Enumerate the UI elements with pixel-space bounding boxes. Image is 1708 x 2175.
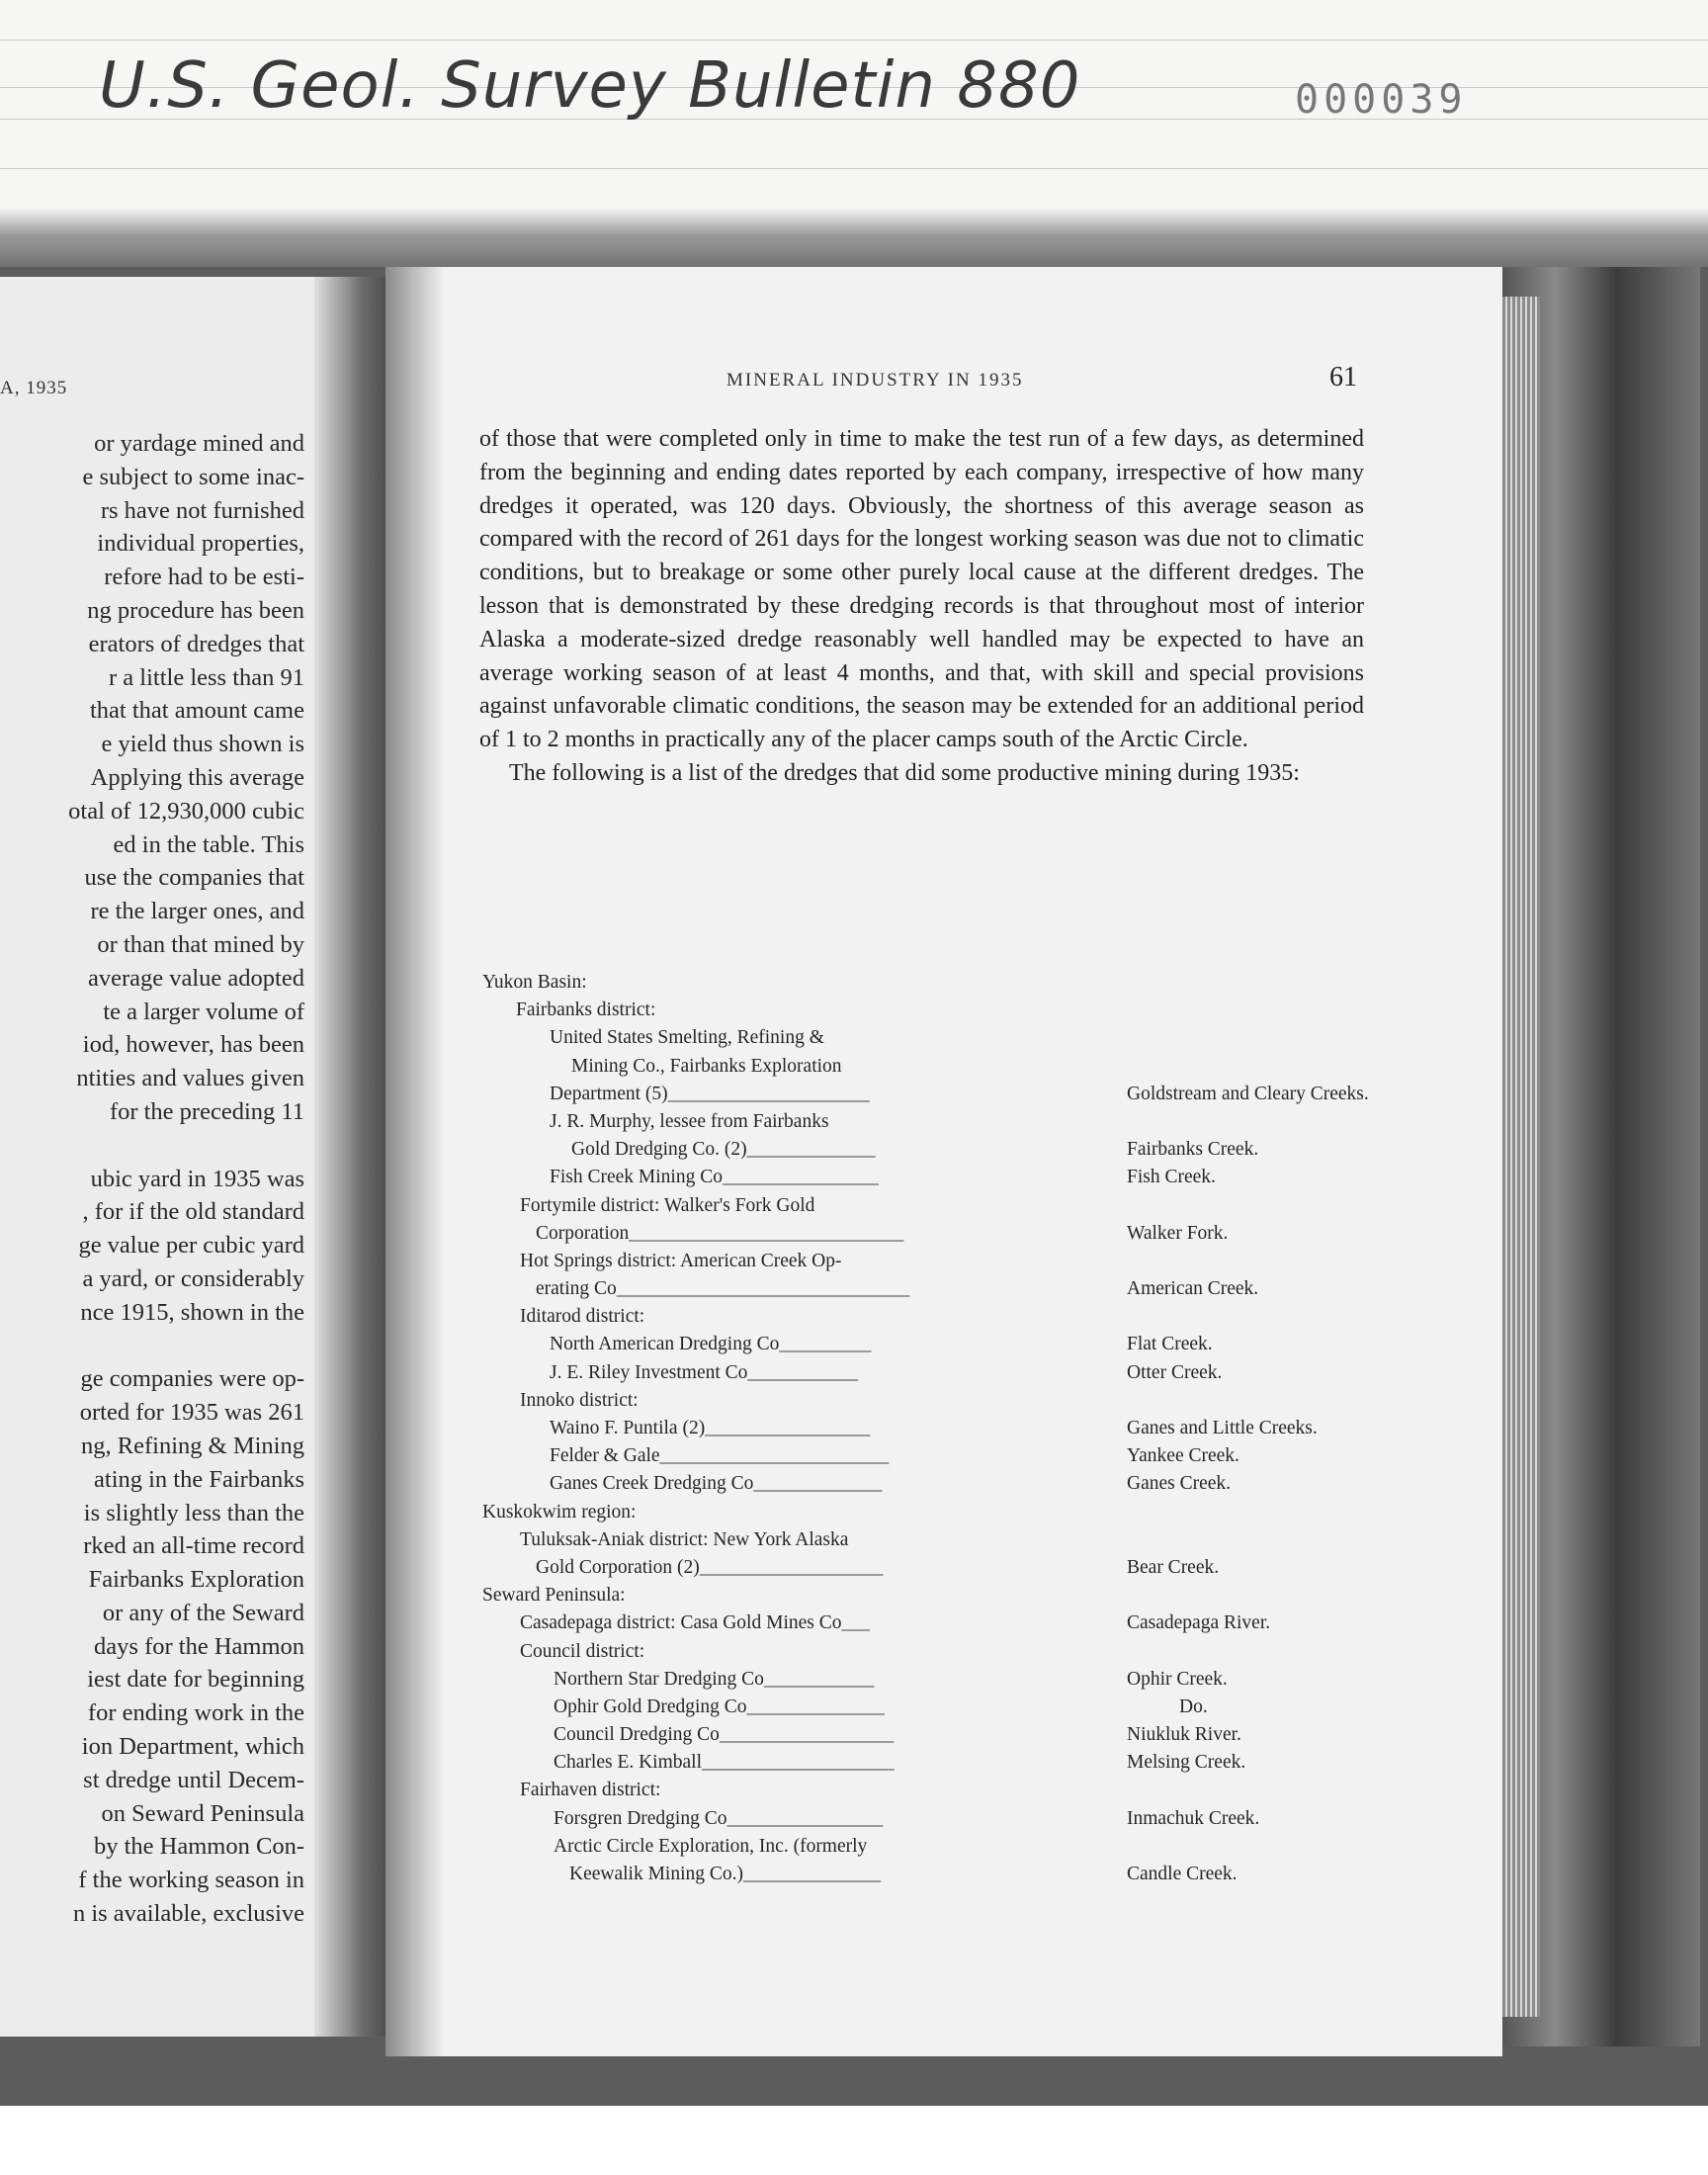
dredge-list-row: [482, 1666, 1372, 1694]
dredge-operator: [482, 1582, 626, 1610]
dredge-location: Melsing Creek.: [1127, 1752, 1246, 1774]
handwritten-title: U.S. Geol. Survey Bulletin 880: [99, 49, 1081, 123]
dredge-location: Do.: [1179, 1696, 1208, 1717]
left-page-line: r a little less than 91: [109, 663, 304, 691]
paragraph: of those that were completed only in time to make the test run of a few days, as determined from the beginning and ending dates reported by each company, irrespective of how many dredges it operated, was 120 days. Obviously, the shortness of this average season as compared with the record of 261 days for the longest working season was due not to climatic conditions, but to breakage or some other purely local cause at the different dredges. The lesson that is demonstrated by these dredging records is that throughout most of interior Alaska a moderate-sized dredge reasonably well handled may be expected to have an average working season of at least 4 months, and that, with skill and special provisions against unfavorable climatic conditions, the season may be extended for an additional period of 1 to 2 months in practically any of the placer camps south of the Arctic Circle.: [479, 426, 1364, 753]
dredge-operator: [520, 1192, 814, 1220]
leader-dots: ______________________________: [629, 1222, 903, 1244]
dredge-operator-text: North American Dredging Co: [550, 1334, 780, 1355]
left-page-line: or than that mined by: [97, 930, 304, 958]
dredge-operator-text: Northern Star Dredging Co: [554, 1668, 764, 1690]
ruled-line: [0, 168, 1708, 169]
dredge-operator-text: Keewalik Mining Co.): [569, 1864, 744, 1884]
dredge-operator: [569, 1861, 881, 1888]
stamp-number: 000039: [1295, 77, 1468, 123]
dredge-operator-text: Department (5): [550, 1083, 668, 1104]
dredge-operator-text: Arctic Circle Exploration, Inc. (formerly: [554, 1835, 868, 1857]
dredge-list-row: [482, 1024, 1372, 1052]
dredge-operator: [520, 1387, 639, 1415]
left-page-line: ating in the Fairbanks: [94, 1465, 304, 1493]
dredge-list-row: [482, 1470, 1372, 1498]
left-page-line: a yard, or considerably: [82, 1264, 304, 1292]
leader-dots: _________________: [722, 1167, 879, 1188]
dredge-operator-text: Seward Peninsula:: [482, 1585, 626, 1607]
dredge-operator-text: Mining Co., Fairbanks Exploration: [571, 1055, 842, 1077]
left-page-line: iest date for beginning: [87, 1666, 304, 1694]
dredge-location: Yankee Creek.: [1127, 1445, 1239, 1467]
dredge-list-row: [482, 1164, 1372, 1191]
dredge-operator: [520, 1303, 644, 1331]
left-page-line: rked an all-time record: [83, 1532, 304, 1560]
dredge-operator: [520, 1248, 841, 1275]
dredge-list-row: [482, 1861, 1372, 1888]
dredge-location: Ganes Creek.: [1127, 1473, 1232, 1495]
dredge-list-row: [482, 1275, 1372, 1303]
left-page-line: by the Hammon Con-: [94, 1833, 304, 1861]
leader-dots: ________________________________: [616, 1278, 909, 1300]
left-page-line: te a larger volume of: [103, 998, 304, 1025]
dredge-location: Inmachuk Creek.: [1127, 1807, 1260, 1829]
dredge-list-row: [482, 1248, 1372, 1275]
leader-dots: ______________: [746, 1139, 876, 1161]
dredge-operator-text: Fairhaven district:: [520, 1780, 661, 1801]
left-page-line: or any of the Seward: [102, 1599, 304, 1626]
left-page-line: is slightly less than the: [83, 1499, 304, 1526]
dredge-list-row: [482, 1805, 1372, 1833]
dredge-operator-text: Fairbanks district:: [516, 1000, 656, 1021]
leader-dots: __________________: [705, 1418, 870, 1438]
dredge-operator-text: Tuluksak-Aniak district: New York Alaska: [520, 1528, 849, 1550]
leader-dots: ______________: [753, 1473, 882, 1495]
left-page-line: [0, 1330, 304, 1363]
dredge-list-row: [482, 1777, 1372, 1804]
dredge-list-row: [482, 969, 1372, 997]
dredge-list-row: [482, 1610, 1372, 1637]
left-page-line: Fairbanks Exploration: [88, 1566, 304, 1594]
dredge-operator: [550, 1024, 824, 1052]
dredge-location: American Creek.: [1127, 1278, 1259, 1300]
dredge-operator: [554, 1833, 867, 1861]
left-page-line: ge value per cubic yard: [78, 1232, 304, 1260]
dredge-list-row: [482, 1499, 1372, 1526]
dredge-operator: [571, 1136, 875, 1164]
left-page-line: that that amount came: [89, 697, 304, 725]
dredge-operator-text: Yukon Basin:: [482, 972, 587, 993]
left-page-line: for the preceding 11: [109, 1097, 304, 1125]
dredge-operator-text: Iditarod district:: [520, 1306, 645, 1328]
dredge-location: Bear Creek.: [1127, 1556, 1220, 1578]
dredge-operator: [554, 1721, 894, 1749]
dredge-operator: [536, 1220, 903, 1248]
page-stack: [1500, 297, 1540, 2017]
page-number: 61: [1329, 362, 1357, 392]
dredge-operator-text: Hot Springs district: American Creek Op-: [520, 1250, 842, 1271]
dredge-operator-text: Casadepaga district: Casa Gold Mines Co: [520, 1612, 842, 1634]
dredge-operator-text: Fortymile district: Walker's Fork Gold: [520, 1194, 815, 1216]
left-page-line: days for the Hammon: [94, 1632, 304, 1660]
dredge-location: Ophir Creek.: [1127, 1668, 1228, 1690]
dredge-operator-text: J. E. Riley Investment Co: [550, 1361, 748, 1383]
dredge-operator: [520, 1638, 644, 1666]
left-page-line: otal of 12,930,000 cubic: [68, 797, 304, 825]
leader-dots: ____________________: [699, 1556, 883, 1578]
dredge-operator: [554, 1694, 884, 1721]
left-page-line: iod, however, has been: [82, 1031, 304, 1059]
left-page-text: [0, 427, 304, 1931]
dredge-operator-text: Charles E. Kimball: [554, 1752, 703, 1774]
left-page-line: e subject to some inac-: [82, 463, 304, 490]
dredge-operator-text: Fish Creek Mining Co: [550, 1167, 723, 1188]
bottom-margin: [0, 2106, 1708, 2175]
dredge-location: Walker Fork.: [1127, 1222, 1229, 1244]
dredge-list-row: [482, 1582, 1372, 1610]
dredge-operator-text: Kuskokwim region:: [482, 1501, 637, 1522]
ruled-line: [0, 40, 1708, 41]
left-page-line: st dredge until Decem-: [83, 1766, 304, 1793]
dredge-operator: [550, 1359, 857, 1387]
dredge-list-row: [482, 1442, 1372, 1470]
dredge-list-row: [482, 1136, 1372, 1164]
left-page-line: average value adopted: [87, 964, 304, 992]
dredge-operator-text: United States Smelting, Refining &: [550, 1027, 824, 1049]
dredge-operator-text: Ganes Creek Dredging Co: [550, 1473, 754, 1495]
dredge-operator-text: J. R. Murphy, lessee from Fairbanks: [550, 1110, 829, 1132]
dredge-list-row: [482, 1387, 1372, 1415]
dredge-operator: [550, 1470, 882, 1498]
dredge-operator-text: Felder & Gale: [550, 1445, 660, 1467]
dredge-operator: [550, 1081, 869, 1108]
left-page: [0, 277, 346, 2037]
left-page-line: ng, Refining & Mining: [81, 1432, 304, 1459]
dredge-list-row: [482, 1081, 1372, 1108]
dredge-operator-text: erating Co: [536, 1278, 617, 1300]
left-page-line: erators of dredges that: [88, 630, 304, 657]
left-page-line: Applying this average: [90, 763, 304, 791]
dredge-operator: [520, 1526, 848, 1554]
leader-dots: ___: [841, 1612, 870, 1634]
left-page-line: nce 1915, shown in the: [80, 1298, 304, 1326]
dredge-list-row: [482, 1415, 1372, 1442]
left-page-line: re the larger ones, and: [90, 898, 304, 925]
dredge-list-row: [482, 1721, 1372, 1749]
gutter-shadow: [385, 267, 445, 2056]
dredge-list-row: [482, 1331, 1372, 1358]
dredge-location: Fairbanks Creek.: [1127, 1139, 1259, 1161]
dredge-list-row: [482, 1638, 1372, 1666]
dredge-location: Otter Creek.: [1127, 1361, 1223, 1383]
dredge-list-row: [482, 1554, 1372, 1582]
dredge-operator: [482, 969, 587, 997]
right-page: [385, 267, 1502, 2056]
body-text: [479, 423, 1364, 791]
dredge-list-row: [482, 1833, 1372, 1861]
leader-dots: __________: [779, 1334, 871, 1355]
dredge-operator: [554, 1666, 874, 1694]
dredge-list-row: [482, 1694, 1372, 1721]
leader-dots: ___________________: [719, 1724, 894, 1746]
leader-dots: _______________: [746, 1696, 885, 1717]
dredge-operator-text: Gold Corporation (2): [536, 1556, 700, 1578]
left-page-line: for ending work in the: [87, 1699, 304, 1727]
dredge-list-row: [482, 1192, 1372, 1220]
dredge-location: Casadepaga River.: [1127, 1612, 1271, 1634]
running-head: MINERAL INDUSTRY IN 1935: [726, 370, 1024, 391]
dredge-operator: [571, 1053, 842, 1081]
leader-dots: _____________________: [702, 1752, 895, 1774]
left-page-line: e yield thus shown is: [101, 731, 304, 758]
dredge-operator: [554, 1805, 883, 1833]
dredge-operator-text: Corporation: [536, 1222, 630, 1244]
left-page-line: ion Department, which: [81, 1733, 304, 1761]
dredge-location: Fish Creek.: [1127, 1167, 1216, 1188]
dredge-operator-text: Council Dredging Co: [554, 1724, 720, 1746]
left-page-line: refore had to be esti-: [104, 564, 304, 591]
left-running-head: A, 1935: [0, 378, 68, 398]
dredge-operator-text: Forsgren Dredging Co: [554, 1807, 727, 1829]
left-page-line: [0, 1129, 304, 1163]
left-page-line: orted for 1935 was 261: [79, 1399, 304, 1427]
dredge-operator: [550, 1442, 889, 1470]
left-page-line: on Seward Peninsula: [101, 1799, 304, 1827]
left-page-line: n is available, exclusive: [72, 1900, 304, 1928]
dredge-list-row: [482, 1749, 1372, 1777]
dredge-location: Niukluk River.: [1127, 1724, 1241, 1746]
left-page-line: , for if the old standard: [82, 1198, 304, 1226]
left-page-line: ed in the table. This: [113, 830, 304, 858]
dredge-list-row: [482, 1359, 1372, 1387]
dredge-operator: [536, 1554, 883, 1582]
dredge-list-row: [482, 1108, 1372, 1136]
dredge-list-row: [482, 997, 1372, 1024]
dredge-list-row: [482, 1220, 1372, 1248]
dredge-operator-text: Council district:: [520, 1640, 645, 1662]
left-page-line: ge companies were op-: [80, 1365, 304, 1393]
leader-dots: ______________________: [667, 1083, 870, 1104]
dredge-operator: [550, 1164, 878, 1191]
left-page-line: ntities and values given: [76, 1065, 304, 1092]
dredge-operator: [520, 1777, 660, 1804]
dredge-operator: [536, 1275, 909, 1303]
dredge-operator: [550, 1415, 870, 1442]
dredge-list-row: [482, 1303, 1372, 1331]
leader-dots: _________________: [726, 1807, 883, 1829]
dredge-location: Ganes and Little Creeks.: [1127, 1418, 1318, 1438]
left-page-line: ng procedure has been: [87, 596, 304, 624]
dredge-operator: [520, 1610, 869, 1637]
leader-dots: _________________________: [659, 1445, 889, 1467]
dredge-location: Goldstream and Cleary Creeks.: [1127, 1083, 1369, 1104]
dredge-operator-text: Ophir Gold Dredging Co: [554, 1696, 747, 1717]
left-page-line: or yardage mined and: [94, 430, 304, 457]
paragraph: The following is a list of the dredges that did some productive mining during 1935:: [509, 759, 1300, 786]
left-page-line: ubic yard in 1935 was: [90, 1165, 304, 1192]
dredge-operator: [550, 1331, 871, 1358]
dredge-operator-text: Gold Dredging Co. (2): [571, 1139, 747, 1161]
dredge-operator-text: Waino F. Puntila (2): [550, 1418, 706, 1438]
leader-dots: ____________: [747, 1361, 858, 1383]
leader-dots: _______________: [743, 1864, 881, 1884]
dredge-list-row: [482, 1053, 1372, 1081]
dredge-location: Candle Creek.: [1127, 1864, 1238, 1884]
dredge-list-row: [482, 1526, 1372, 1554]
dredge-operator-text: Innoko district:: [520, 1389, 639, 1411]
dredge-location: Flat Creek.: [1127, 1334, 1213, 1355]
left-page-line: f the working season in: [78, 1867, 304, 1894]
dredge-operator: [516, 997, 655, 1024]
dredge-operator: [482, 1499, 636, 1526]
left-page-line: individual properties,: [97, 530, 304, 558]
dredge-list: [482, 969, 1372, 1888]
dredge-operator: [550, 1108, 829, 1136]
dredge-operator: [554, 1749, 894, 1777]
leader-dots: ____________: [763, 1668, 874, 1690]
left-page-line: rs have not furnished: [100, 496, 304, 524]
left-page-line: use the companies that: [84, 864, 304, 892]
